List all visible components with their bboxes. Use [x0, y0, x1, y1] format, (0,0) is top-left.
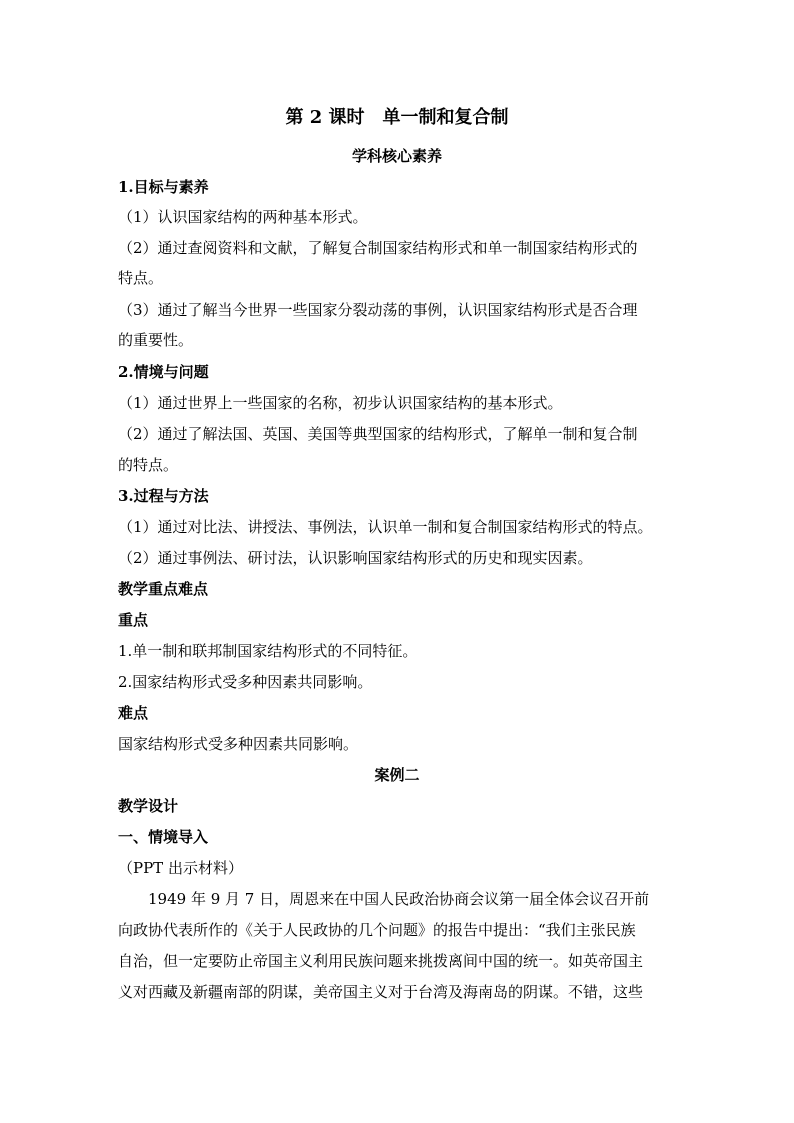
process-line-2: （2）通过事例法、研讨法，认识影响国家结构形式的历史和现实因素。 [118, 549, 593, 567]
situation-line-1: （1）通过世界上一些国家的名称，初步认识国家结构的基本形式。 [118, 394, 563, 412]
situation-line-2b: 的特点。 [118, 456, 179, 474]
goals-line-2a: （2）通过查阅资料和文献，了解复合制国家结构形式和单一制国家结构形式的 [118, 239, 638, 257]
goals-line-2b: 特点。 [118, 269, 164, 287]
intro-heading: 一、情境导入 [118, 828, 209, 846]
paragraph-line-4: 义对西藏及新疆南部的阴谋，美帝国主义对于台湾及海南岛的阴谋。不错，这些 [118, 983, 644, 1001]
teaching-design-heading: 教学设计 [118, 797, 179, 815]
paragraph-line-3: 自治，但一定要防止帝国主义利用民族问题来挑拨离间中国的统一。如英帝国主 [118, 952, 644, 970]
process-heading: 3.过程与方法 [118, 487, 209, 505]
goals-line-3a: （3）通过了解当今世界一些国家分裂动荡的事例，认识国家结构形式是否合理 [118, 301, 638, 319]
section-heading-core-literacy: 学科核心素养 [351, 147, 442, 165]
key-point-1: 1.单一制和联邦制国家结构形式的不同特征。 [118, 642, 418, 660]
goals-line-1: （1）认识国家结构的两种基本形式。 [118, 208, 368, 226]
paragraph-line-1: 1949 年 9 月 7 日，周恩来在中国人民政治协商会议第一届全体会议召开前 [148, 890, 650, 908]
paragraph-line-2: 向政协代表所作的《关于人民政协的几个问题》的报告中提出：“我们主张民族 [118, 921, 636, 939]
key-points-heading: 重点 [118, 611, 149, 629]
goals-heading: 1.目标与素养 [118, 178, 209, 196]
case-heading: 案例二 [374, 766, 420, 784]
goals-line-3b: 的重要性。 [118, 331, 194, 349]
page-title: 第 2 课时 单一制和复合制 [285, 107, 509, 128]
process-line-1: （1）通过对比法、讲授法、事例法，认识单一制和复合制国家结构形式的特点。 [118, 518, 653, 536]
difficult-point-1: 国家结构形式受多种因素共同影响。 [118, 735, 359, 753]
situation-heading: 2.情境与问题 [118, 363, 209, 381]
ppt-note: （PPT 出示材料） [118, 859, 243, 877]
situation-line-2a: （2）通过了解法国、英国、美国等典型国家的结构形式，了解单一制和复合制 [118, 425, 638, 443]
difficult-points-heading: 难点 [118, 704, 149, 722]
key-point-2: 2.国家结构形式受多种因素共同影响。 [118, 673, 373, 691]
key-difficult-heading: 教学重点难点 [118, 580, 209, 598]
